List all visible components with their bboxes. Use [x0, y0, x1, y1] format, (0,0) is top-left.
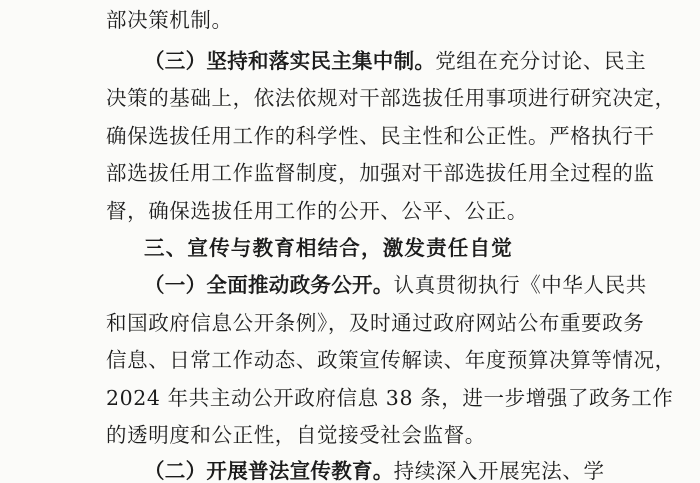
paragraph-start-line	[144, 459, 605, 483]
section-subheading: （三）坚持和落实民主集中制。	[144, 49, 436, 73]
body-line	[106, 423, 486, 447]
body-line	[106, 199, 528, 223]
body-text: 党组在充分讨论、民主	[435, 49, 647, 73]
body-line	[106, 124, 655, 148]
body-line	[106, 161, 655, 185]
body-line	[106, 86, 676, 110]
body-line	[106, 348, 676, 372]
body-line	[106, 8, 233, 32]
body-text: 决策的基础上，依法依规对干部选拔任用事项进行研究决定，	[106, 86, 676, 110]
section-heading-line	[144, 236, 513, 260]
paragraph-start-line	[144, 49, 646, 73]
body-text: 信息、日常工作动态、政策宣传解读、年度预算决算等情况，	[106, 348, 676, 372]
body-text: 督，确保选拔任用工作的公开、公平、公正。	[106, 199, 528, 223]
section-heading: 三、宣传与教育相结合，激发责任自觉	[144, 236, 513, 260]
body-text: 的透明度和公正性，自觉接受社会监督。	[106, 423, 486, 447]
body-text: 持续深入开展宪法、学	[393, 459, 605, 483]
section-subheading: （一）全面推动政务公开。	[144, 273, 394, 297]
section-subheading: （二）开展普法宣传教育。	[144, 459, 394, 483]
body-line	[106, 311, 644, 335]
body-text: 和国政府信息公开条例》，及时通过政府网站公布重要政务	[106, 311, 645, 335]
body-line	[106, 386, 673, 410]
body-text: 部决策机制。	[106, 8, 233, 32]
body-text: 认真贯彻执行《中华人民共	[393, 273, 647, 297]
body-text: 部选拔任用工作监督制度，加强对干部选拔任用全过程的监	[106, 161, 655, 185]
body-text: 2024 年共主动公开政府信息 38 条，进一步增强了政务工作	[106, 386, 674, 410]
paragraph-start-line	[144, 273, 647, 297]
body-text: 确保选拔任用工作的科学性、民主性和公正性。严格执行干	[106, 124, 655, 148]
